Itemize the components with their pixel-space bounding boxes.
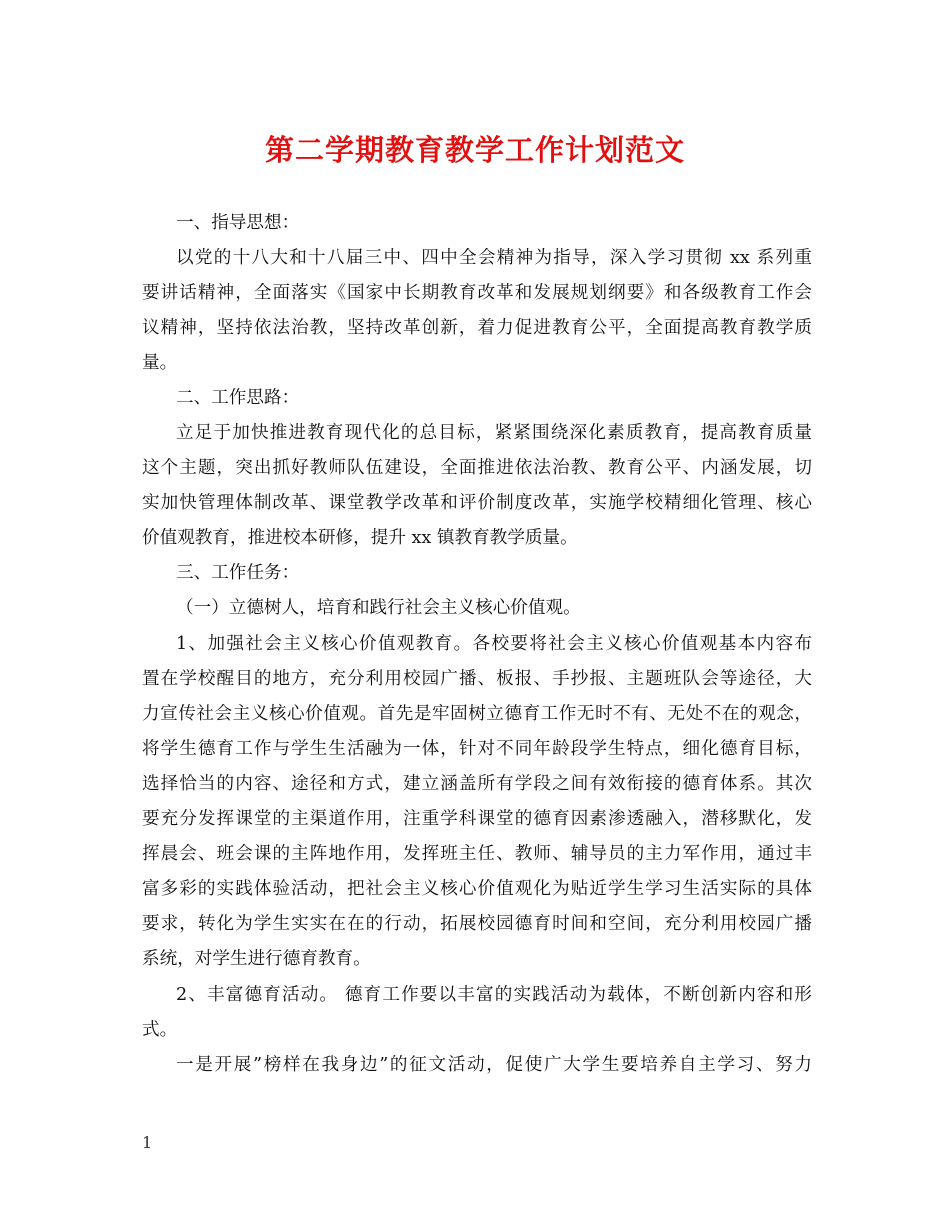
section-heading-work-tasks: 三、工作任务： (176, 563, 300, 583)
paragraph-line: 挥晨会、班会课的主阵地作用，发挥班主任、教师、辅导员的主力军作用，通过丰 (142, 844, 812, 864)
paragraph-line: 式。 (142, 1020, 178, 1040)
paragraph-line: 立足于加快推进教育现代化的总目标，紧紧围绕深化素质教育，提高教育质量 (176, 423, 812, 443)
paragraph-line: 将学生德育工作与学生生活融为一体，针对不同年龄段学生特点，细化德育目标， (142, 739, 812, 759)
paragraph-line: 置在学校醒目的地方，充分利用校园广播、板报、手抄报、主题班队会等途径，大 (142, 669, 812, 689)
section-heading-work-ideas: 二、工作思路： (176, 388, 300, 408)
paragraph-line: 实加快管理体制改革、课堂教学改革和评价制度改革，实施学校精细化管理、核心 (142, 493, 812, 513)
paragraph-line: 要讲话精神，全面落实《国家中长期教育改革和发展规划纲要》和各级教育工作会 (142, 283, 812, 303)
paragraph-line: 一是开展”榜样在我身边”的征文活动，促使广大学生要培养自主学习、努力 (176, 1055, 812, 1075)
paragraph-line: 2、丰富德育活动。 德育工作要以丰富的实践活动为载体，不断创新内容和形 (176, 985, 812, 1005)
paragraph-line: 量。 (142, 353, 178, 373)
paragraph-line: 价值观教育，推进校本研修，提升 xx 镇教育教学质量。 (142, 528, 578, 548)
paragraph-line: 要求，转化为学生实实在在的行动，拓展校园德育时间和空间，充分利用校园广播 (142, 914, 812, 934)
paragraph-line: 系统，对学生进行德育教育。 (142, 949, 371, 969)
paragraph-line: 力宣传社会主义核心价值观。首先是牢固树立德育工作无时不有、无处不在的观念， (142, 704, 812, 724)
page-number: 1 (142, 1133, 153, 1152)
paragraph-line: 以党的十八大和十八届三中、四中全会精神为指导，深入学习贯彻 xx 系列重 (176, 248, 812, 268)
paragraph-line: 选择恰当的内容、途径和方式，建立涵盖所有学段之间有效衔接的德育体系。其次 (142, 774, 812, 794)
subsection-heading: （一）立德树人，培育和践行社会主义核心价值观。 (176, 598, 581, 618)
section-heading-guiding-thought: 一、指导思想： (176, 213, 300, 233)
paragraph-line: 1、加强社会主义核心价值观教育。各校要将社会主义核心价值观基本内容布 (176, 634, 812, 654)
paragraph-line: 这个主题，突出抓好教师队伍建设，全面推进依法治教、教育公平、内涵发展，切 (142, 458, 812, 478)
document-title: 第二学期教育教学工作计划范文 (264, 133, 685, 167)
paragraph-line: 议精神，坚持依法治教，坚持改革创新，着力促进教育公平，全面提高教育教学质 (142, 318, 812, 338)
paragraph-line: 要充分发挥课堂的主渠道作用，注重学科课堂的德育因素渗透融入，潜移默化，发 (142, 809, 812, 829)
paragraph-line: 富多彩的实践体验活动，把社会主义核心价值观化为贴近学生学习生活实际的具体 (142, 879, 812, 899)
